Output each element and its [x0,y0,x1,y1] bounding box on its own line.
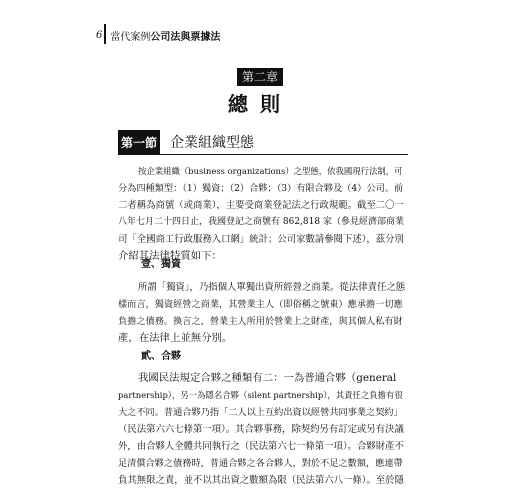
subheading-sole-proprietorship: 壹、獨資 [141,259,181,270]
section-label: 第一節 [118,130,160,155]
paragraph-sole-proprietorship [118,279,408,347]
paragraph-intro [118,163,408,265]
text-line: 二者稱為商號（或商業），主要受商業登記法之行政規範。截至二〇一 [118,200,404,211]
text-line: 樣而言，獨資經營之商業，其營業主人（即俗稱之號東）應承擔一切應 [118,299,403,310]
text-line: 負擔之債務。換言之，營業主人所用於營業上之財產，與其個人私有財 [118,316,403,327]
text-line: 司「全國商工行政服務入口網」統計；公司家數請參閱下述），茲分別 [118,234,404,245]
page-number: 6 [96,29,103,41]
text-line: 按企業組織（business organizations）之型態，依我國現行法制，可 [138,166,403,176]
text-line: partnership），另一為隱名合夥（silent partnership），其責任之負擔有很 [118,390,403,400]
text-line: 介紹其法律特質如下： [118,250,222,262]
text-line: 分為四種類型：（1）獨資；（2）合夥；（3）有限合夥及（4）公司。前 [118,183,404,194]
text-line: 八年七月二十四日止，我國登記之商號有 862,818 家（參見經濟部商業 [118,217,404,227]
running-header [96,26,220,44]
header-divider [104,24,106,44]
section-underline [118,154,408,155]
text-line: 所謂「獨資」，乃指個人單獨出資所經營之商業。從法律責任之態 [138,282,406,293]
chapter-label-text: 第二章 [237,68,283,86]
book-title: 公司法與票據法 [150,31,221,43]
text-line: 負其無限之責，並不以其出資之數額為限（民法第六八一條）。至於隱 [118,475,404,486]
text-line: 大之不同。普通合夥乃指「二人以上互約出資以經營共同事業之契約」 [118,407,403,418]
section-title: 企業組織型態 [170,135,254,151]
book-title-prefix: 當代案例 [110,31,151,43]
text-line: 我國民法規定合夥之種類有二：一為普通合夥（general [138,372,397,384]
chapter-label [0,68,520,85]
text-line: 產，在法律上並無分別。 [118,332,233,344]
chapter-title: 總則 [228,92,292,116]
text-line: 外，由合夥人全體共同執行之（民法第六七一條第一項）。合夥財產不 [118,441,404,452]
text-line: （民法第六六七條第一項）。其合夥事務，除契約另有訂定或另有決議 [118,424,404,435]
subheading-partnership: 貳、合夥 [141,351,181,362]
paragraph-partnership [118,370,408,489]
text-line: 足清償合夥之債務時，普通合夥之各合夥人，對於不足之數額，應連帶 [118,458,403,469]
section-heading [118,130,408,154]
